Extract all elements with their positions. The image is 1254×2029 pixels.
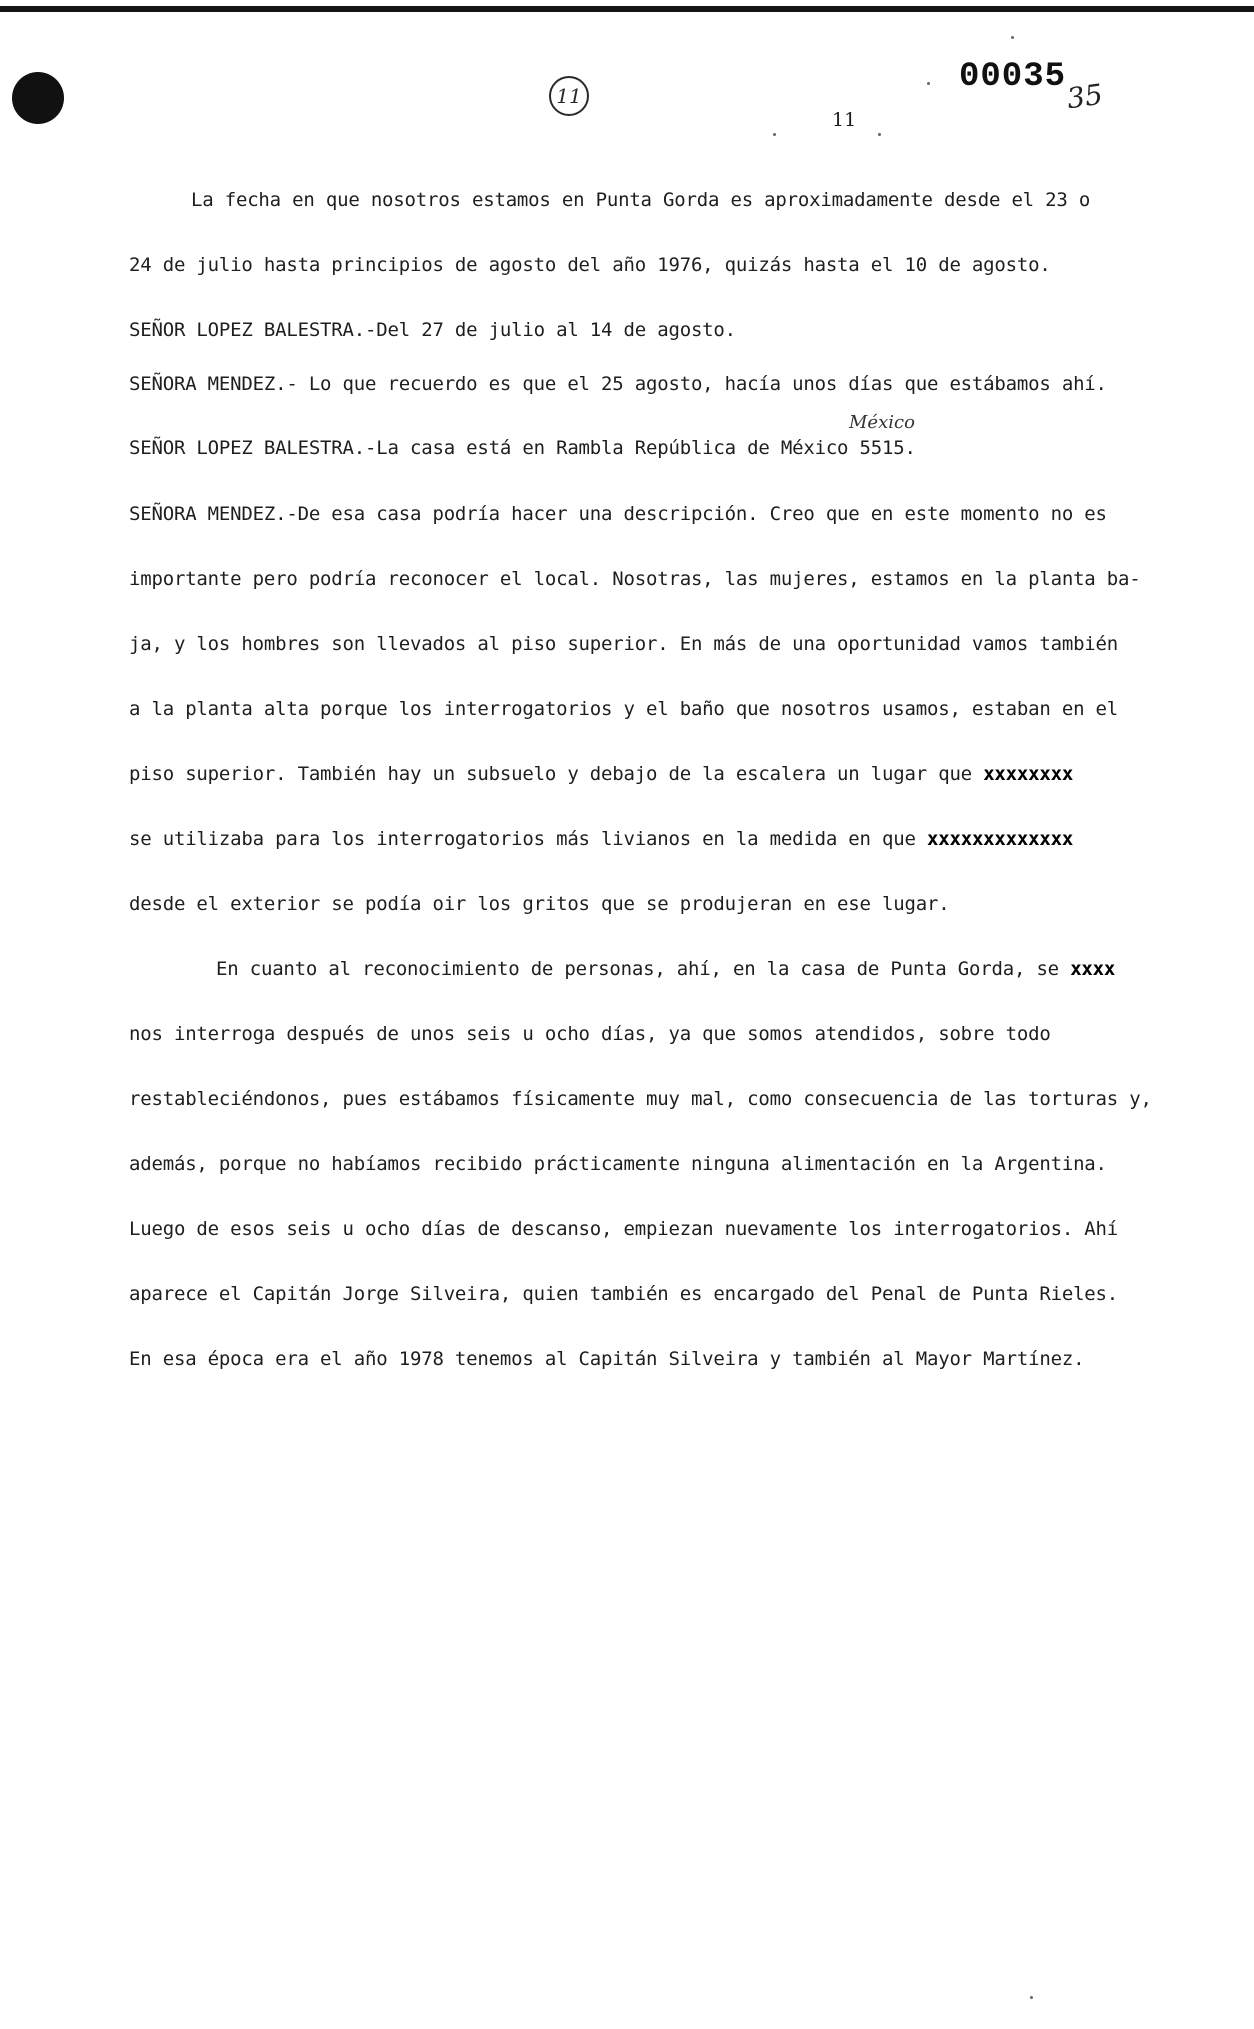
line-text: piso superior. También hay un subsuelo y debajo de la escalera un lugar que [129,763,972,785]
document-line: La fecha en que nosotros estamos en Punta Gorda es aproximadamente desde el 23 o [191,189,1091,211]
struck-out-text: xxxxxxxxxxxxx [926,828,1074,850]
document-line: restableciéndonos, pues estábamos físicamente muy mal, como consecuencia de las torturas y, [129,1088,1152,1110]
archive-stamp-number: 00035 [959,58,1067,96]
document-line: a la planta alta porque los interrogatorios y el baño que nosotros usamos, estaban en el [129,698,1119,720]
document-line: importante pero podría reconocer el local. Nosotras, las mujeres, estamos en la planta ba- [129,568,1141,590]
struck-out-text: xxxx [1070,958,1116,980]
document-line: Luego de esos seis u ocho días de descanso, empiezan nuevamente los interrogatorios. Ahí [129,1218,1119,1240]
document-line: SEÑOR LOPEZ BALESTRA.-Del 27 de julio al 14 de agosto. [129,319,736,341]
document-line: aparece el Capitán Jorge Silveira, quien también es encargado del Penal de Punta Rieles. [129,1283,1119,1305]
struck-out-text: xxxxxxxx [983,763,1074,785]
circled-page-mark: 11 [549,76,589,116]
document-line: ja, y los hombres son llevados al piso superior. En más de una oportunidad vamos también [129,633,1119,655]
document-line: nos interroga después de unos seis u ocho días, ya que somos atendidos, sobre todo [129,1023,1051,1045]
handwritten-folio-number: 35 [1064,77,1105,116]
speck-mark [878,133,881,136]
document-line: SEÑORA MENDEZ.- Lo que recuerdo es que el 25 agosto, hacía unos días que estábamos ahí. [129,373,1107,395]
document-line: además, porque no habíamos recibido prácticamente ninguna alimentación en la Argentina. [129,1153,1107,1175]
page-number: 11 [832,109,857,131]
document-line: En esa época era el año 1978 tenemos al Capitán Silveira y también al Mayor Martínez. [129,1348,1085,1370]
document-line [216,957,1115,981]
document-line: 24 de julio hasta principios de agosto del año 1976, quizás hasta el 10 de agosto. [129,254,1051,276]
speck-mark [1030,1996,1033,1999]
document-line [129,762,1073,786]
line-text: En cuanto al reconocimiento de personas, ahí, en la casa de Punta Gorda, se [216,958,1059,980]
document-line: SEÑORA MENDEZ.-De esa casa podría hacer una descripción. Creo que en este momento no es [129,503,1107,525]
line-text: se utilizaba para los interrogatorios más livianos en la medida en que [129,828,916,850]
top-border-rule [0,6,1254,12]
speck-mark [773,133,776,136]
speck-mark [1011,36,1014,39]
document-line: SEÑOR LOPEZ BALESTRA.-La casa está en Rambla República de México 5515. [129,437,916,459]
punch-hole [12,72,64,124]
document-line: desde el exterior se podía oir los gritos que se produjeran en ese lugar. [129,893,950,915]
speck-mark [927,82,930,85]
handwritten-correction: México [849,412,915,433]
document-line [129,827,1073,851]
